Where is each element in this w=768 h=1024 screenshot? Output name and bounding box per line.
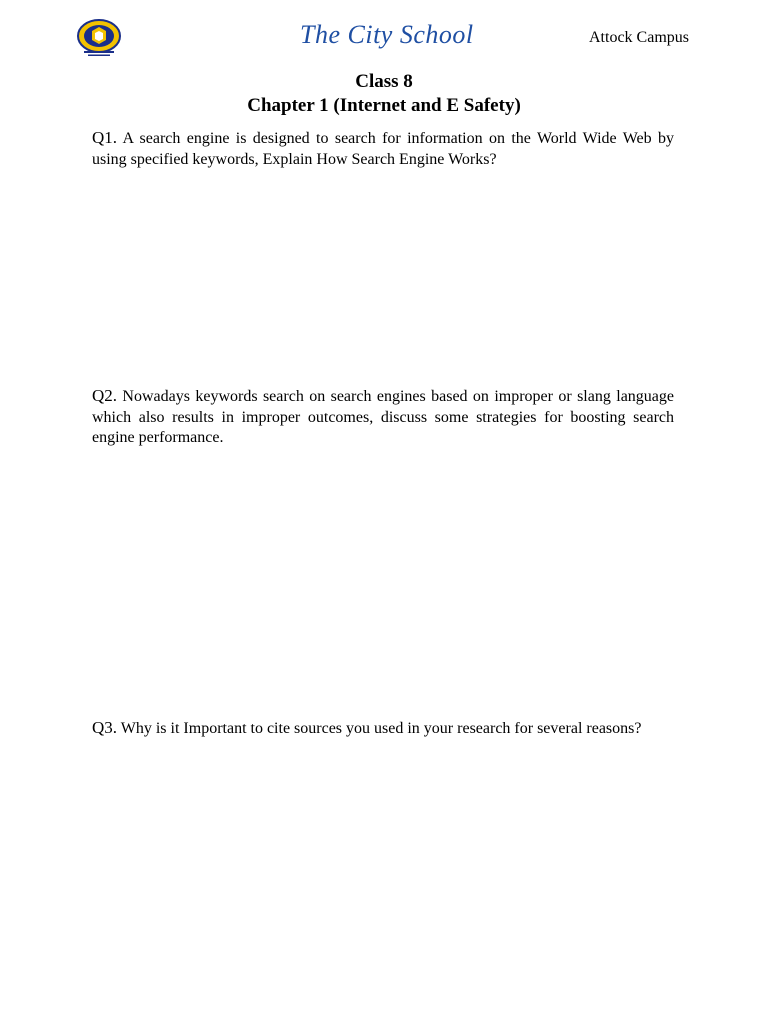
question-number: Q3. [92, 718, 118, 737]
school-name: The City School [300, 20, 474, 49]
question-3 [92, 718, 674, 740]
question-number: Q1. [92, 128, 118, 147]
page-header [0, 0, 768, 70]
question-text: Why is it Important to cite sources you used in your research for several reasons? [120, 720, 642, 737]
title-block [0, 70, 768, 118]
school-crest-logo [76, 18, 122, 58]
question-text: Nowadays keywords search on search engines based on improper or slang language which also results in improper outcomes, discuss some strategies for boosting search engine performance. [92, 388, 674, 446]
question-1 [92, 128, 674, 170]
question-2 [92, 386, 674, 449]
question-text: A search engine is designed to search for information on the World Wide Web by using specified keywords, Explain How Search Engine Works? [92, 130, 674, 168]
chapter-title: Chapter 1 (Internet and E Safety) [247, 95, 521, 116]
question-number: Q2. [92, 386, 118, 405]
campus-name: Attock Campus [589, 29, 689, 46]
class-title: Class 8 [355, 71, 413, 92]
